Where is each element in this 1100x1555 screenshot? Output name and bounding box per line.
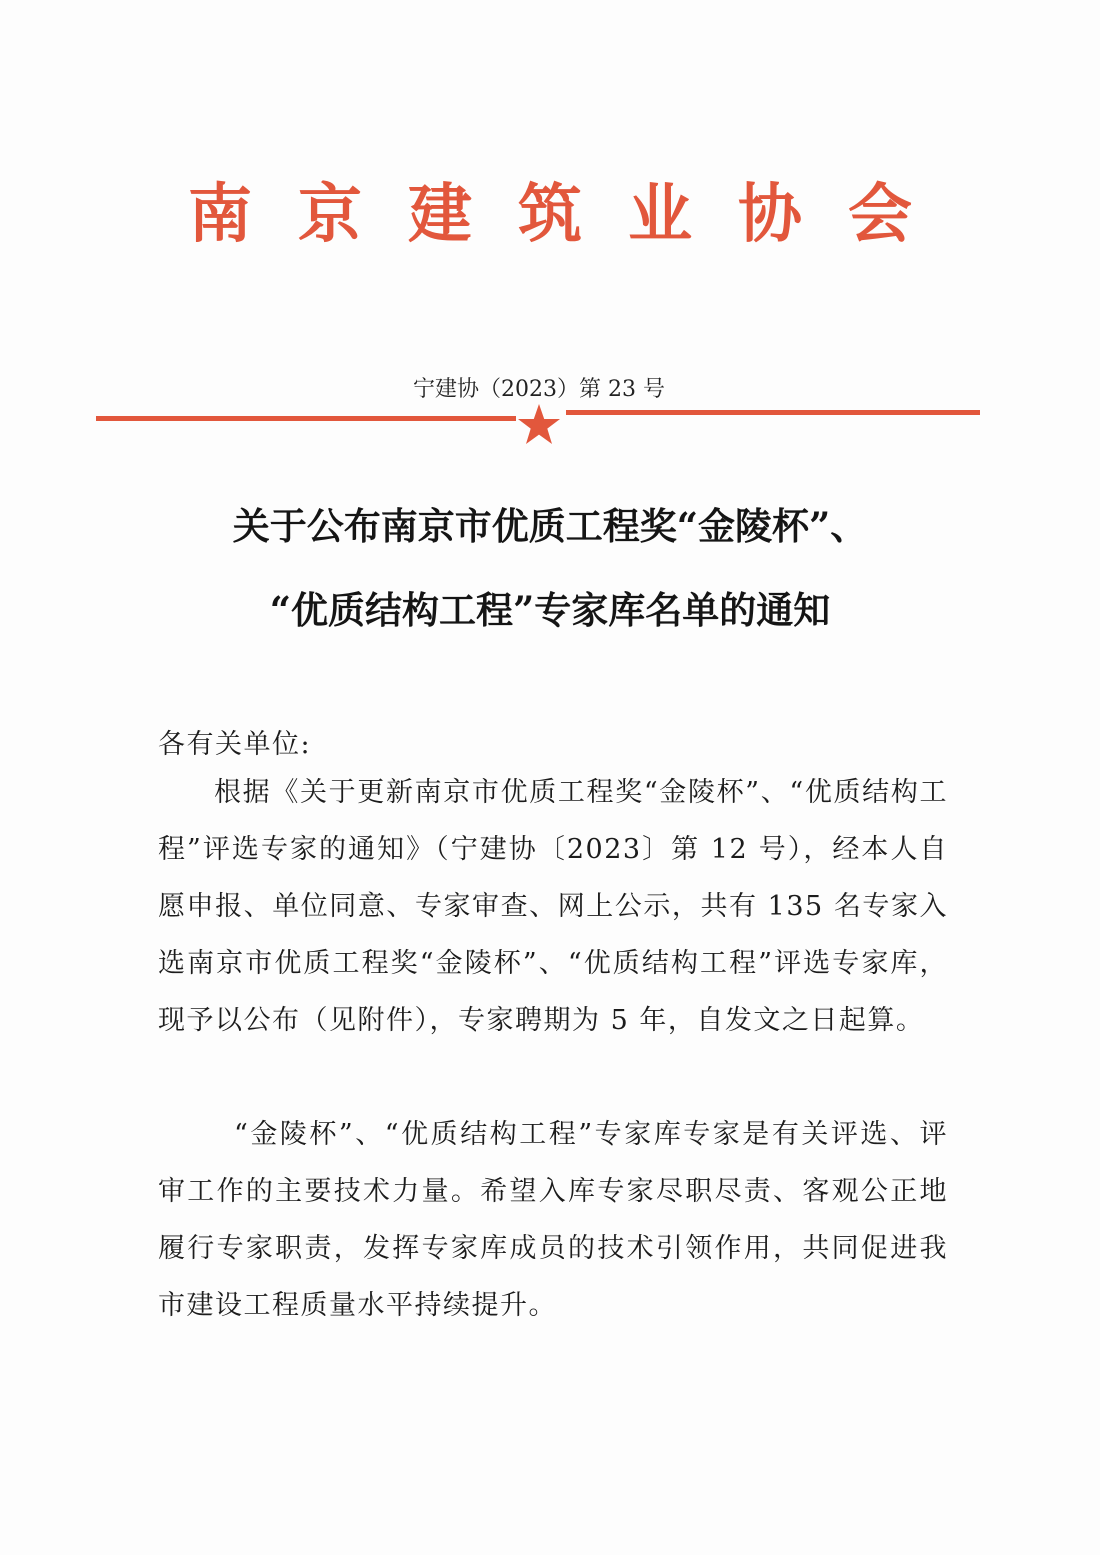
- salutation: 各有关单位:: [158, 729, 312, 760]
- letterhead-char: 建: [408, 177, 472, 252]
- letterhead-char: 南: [188, 177, 252, 252]
- letterhead-char: 协: [738, 177, 802, 252]
- header-divider-right: [566, 410, 980, 415]
- body-paragraph-1: 根据《关于更新南京市优质工程奖“金陵杯”、“优质结构工程”评选专家的通知》（宁建协〔2023〕第 12 号），经本人自愿申报、单位同意、专家审查、网上公示，共有 135 名专家入选南京市优质工程奖“金陵杯”、“优质结构工程”评选专家库，现予以公布（见附件），专家聘期为 5 年，自发文之日起算。: [158, 777, 948, 1036]
- notice-title-line-1: 关于公布南京市优质工程奖“金陵杯”、: [232, 504, 868, 548]
- header-divider-left: [96, 416, 516, 421]
- letterhead-char: 业: [628, 177, 692, 252]
- letterhead-char: 会: [848, 177, 912, 252]
- letterhead-char: 京: [298, 177, 362, 252]
- body-paragraph-2: “金陵杯”、“优质结构工程”专家库专家是有关评选、评审工作的主要技术力量。希望入库专家尽职尽责、客观公正地履行专家职责，发挥专家库成员的技术引领作用，共同促进我市建设工程质量水平持续提升。: [158, 1119, 948, 1321]
- star-icon: [517, 403, 561, 445]
- document-number: 宁建协（2023）第 23 号: [413, 377, 665, 402]
- organization-letterhead: [0, 170, 1100, 260]
- letterhead-char: 筑: [518, 177, 582, 252]
- notice-title-line-2: “优质结构工程”专家库名单的通知: [269, 588, 831, 632]
